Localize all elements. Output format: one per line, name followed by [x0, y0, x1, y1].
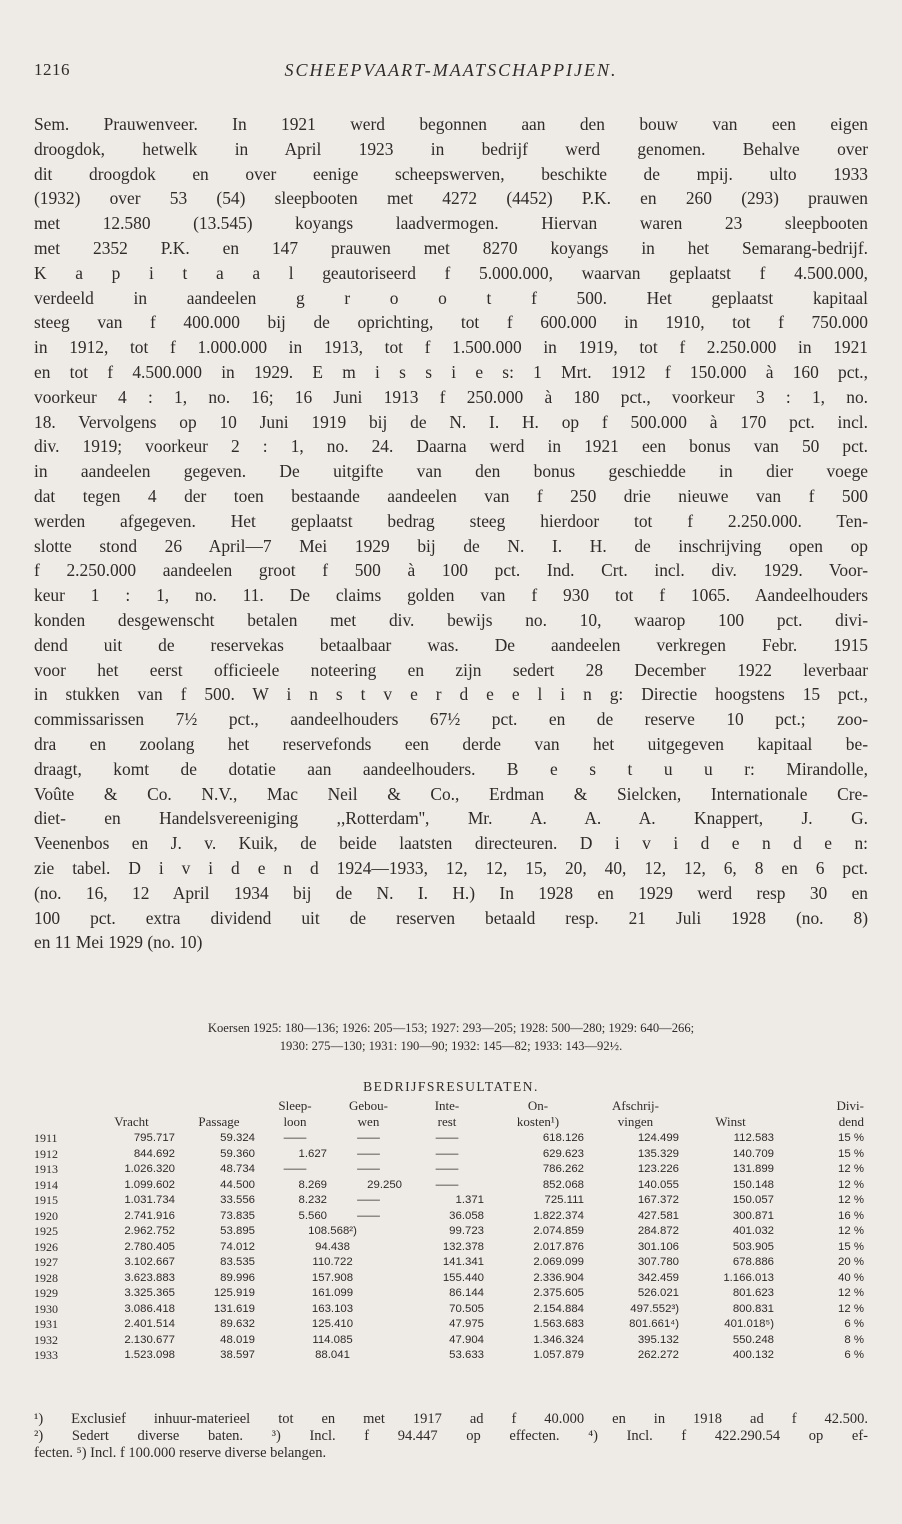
year-cell: 1926: [34, 1239, 58, 1254]
year-cell: 1927: [34, 1255, 58, 1269]
table-cell: 852.068: [542, 1178, 584, 1191]
table-cell: 125.919: [213, 1287, 255, 1299]
table-cell: 400.132: [732, 1349, 774, 1361]
table-row: [34, 1333, 868, 1349]
table-cell: ——: [357, 1209, 380, 1222]
table-cell: 2.074.859: [533, 1225, 584, 1237]
text-line: in 1912, tot f 1.000.000 in 1913, tot f 1.500.000 in 1919, tot f 2.250.000 in 1921: [34, 337, 868, 358]
year-cell: 1911: [34, 1131, 58, 1145]
year-cell: 1932: [34, 1332, 58, 1347]
column-header: [34, 1098, 84, 1131]
table-cell: 1.031.734: [124, 1194, 175, 1206]
table-cell: 3.623.883: [124, 1271, 175, 1284]
table-cell: 114.085: [312, 1333, 353, 1346]
table-cell: 74.012: [220, 1240, 255, 1253]
table-cell: 110.722: [312, 1256, 353, 1268]
table-cell: 48.019: [220, 1333, 255, 1346]
table-cell: ——: [283, 1132, 307, 1144]
column-header: On- kosten¹): [516, 1098, 560, 1129]
table-cell: ——: [357, 1194, 380, 1206]
table-cell: 15 %: [838, 1240, 864, 1253]
table-cell: 135.329: [637, 1147, 679, 1160]
table-cell: 53.895: [220, 1225, 255, 1237]
text-line: met 2352 P.K. en 147 prauwen met 8270 koyangs in het Semarang-bedrijf.: [34, 237, 868, 258]
table-cell: 497.552³): [630, 1302, 679, 1315]
table-cell: 167.372: [637, 1194, 679, 1206]
table-cell: 125.410: [311, 1318, 354, 1330]
column-header: Gebou- wen: [349, 1098, 388, 1129]
table-cell: 12 %: [838, 1163, 864, 1175]
table-cell: 88.041: [315, 1349, 350, 1361]
table-cell: 59.324: [220, 1132, 255, 1144]
table-cell: 2.780.405: [124, 1240, 175, 1253]
table-cell: 2.375.605: [533, 1287, 584, 1299]
text-line: 18. Vervolgens op 10 Juni 1919 bij de N. I. H. op f 500.000 à 170 pct. incl.: [34, 411, 868, 432]
table-cell: 1.026.320: [124, 1163, 175, 1175]
text-line: 100 pct. extra dividend uit de reserven betaald resp. 21 Juli 1928 (no. 8): [34, 907, 868, 928]
table-cell: 678.886: [732, 1256, 774, 1268]
text-line: verdeeld in aandeelen g r o o t f 500. Het geplaatst kapitaal: [34, 287, 868, 308]
text-line: zie tabel. D i v i d e n d 1924—1933, 12, 12, 15, 20, 40, 12, 12, 6, 8 en 6 pct.: [34, 857, 868, 878]
year-cell: 1920: [34, 1208, 58, 1223]
table-cell: 8 %: [844, 1333, 864, 1346]
table-cell: 16 %: [838, 1209, 864, 1222]
table-cell: ——: [435, 1147, 459, 1160]
year-cell: 1930: [34, 1301, 58, 1316]
table-cell: ——: [435, 1163, 459, 1175]
footnotes: [34, 1411, 868, 1462]
table-cell: 725.111: [544, 1194, 584, 1206]
koersen-block: [34, 1020, 868, 1055]
table-cell: ——: [435, 1178, 459, 1191]
table-cell: 6 %: [844, 1318, 864, 1330]
table-cell: 33.556: [220, 1194, 255, 1206]
table-cell: 1.346.324: [533, 1333, 584, 1346]
results-table: [34, 1098, 868, 1364]
table-row: [34, 1271, 868, 1287]
table-row: [34, 1193, 868, 1209]
table-cell: 844.692: [133, 1147, 175, 1160]
text-line: voorkeur 4 : 1, no. 16; 16 Juni 1913 f 250.000 à 180 pct., voorkeur 3 : 1, no.: [34, 386, 868, 407]
page-number: 1216: [34, 60, 70, 79]
table-cell: 401.032: [732, 1225, 774, 1237]
text-line: dra en zoolang het reservefonds een derde van het uitgegeven kapitaal be-: [34, 733, 868, 754]
table-cell: 99.723: [449, 1225, 484, 1237]
table-cell: 40 %: [838, 1271, 864, 1284]
table-cell: 2.336.904: [533, 1271, 584, 1284]
table-cell: ——: [357, 1163, 380, 1175]
table-row: [34, 1224, 868, 1240]
table-cell: 427.581: [637, 1209, 679, 1222]
table-cell: 2.017.876: [533, 1240, 584, 1253]
table-cell: 307.780: [637, 1256, 679, 1268]
table-cell: ——: [283, 1163, 307, 1175]
text-line: steeg van f 400.000 bij de oprichting, tot f 600.000 in 1910, tot f 750.000: [34, 312, 868, 333]
table-body: [34, 1131, 868, 1364]
page-header: [34, 60, 868, 84]
table-cell: 786.262: [542, 1163, 584, 1175]
table-cell: 550.248: [732, 1333, 774, 1346]
text-line: in stukken van f 500. W i n s t v e r d e e l i n g: Directie hoogstens 15 pct.,: [34, 684, 868, 705]
table-cell: 131.619: [213, 1302, 255, 1315]
table-cell: 503.905: [732, 1240, 774, 1253]
table-cell: 140.055: [637, 1178, 679, 1191]
table-cell: 342.459: [637, 1271, 679, 1284]
table-cell: 47.904: [449, 1333, 484, 1346]
text-line: droogdok, hetwelk in April 1923 in bedrijf werd genomen. Behalve over: [34, 138, 868, 159]
table-cell: 131.899: [732, 1163, 774, 1175]
table-cell: 2.962.752: [124, 1225, 175, 1237]
year-cell: 1933: [34, 1348, 58, 1362]
table-row: [34, 1255, 868, 1271]
table-cell: 618.126: [542, 1132, 584, 1144]
table-cell: 89.632: [220, 1318, 255, 1330]
table-cell: 47.975: [449, 1318, 484, 1330]
text-line: voor het eerst officieele noteering en zijn sedert 28 December 1922 leverbaar: [34, 659, 868, 680]
column-header: Sleep- loon: [278, 1098, 312, 1129]
table-cell: 12 %: [838, 1302, 864, 1315]
table-cell: 1.523.098: [124, 1349, 175, 1361]
table-cell: 800.831: [732, 1302, 774, 1315]
table-cell: 2.130.677: [124, 1333, 175, 1346]
table-cell: 48.734: [220, 1163, 255, 1175]
table-cell: 300.871: [732, 1209, 774, 1222]
table-cell: 1.563.683: [533, 1318, 584, 1330]
table-cell: 401.018⁵): [724, 1318, 774, 1330]
column-header: Winst: [715, 1113, 746, 1129]
footnote: fecten. ⁵) Incl. f 100.000 reserve diverse belangen.: [34, 1445, 327, 1461]
table-row: [34, 1348, 868, 1364]
table-cell: 526.021: [637, 1287, 679, 1299]
table-row: [34, 1302, 868, 1318]
table-cell: 2.069.099: [533, 1256, 584, 1268]
table-cell: 3.086.418: [124, 1302, 175, 1315]
table-cell: 3.325.365: [124, 1287, 175, 1299]
table-cell: ——: [357, 1132, 380, 1144]
table-cell: 155.440: [442, 1271, 484, 1284]
table-row: [34, 1147, 868, 1163]
text-line: slotte stond 26 April—7 Mei 1929 bij de N. I. H. de inschrijving open op: [34, 535, 868, 556]
table-cell: 801.661⁴): [629, 1318, 679, 1330]
text-line: dat tegen 4 der toen bestaande aandeelen van f 250 drie nieuwe van f 500: [34, 485, 868, 506]
footnote: ²) Sedert diverse baten. ³) Incl. f 94.447 op effecten. ⁴) Incl. f 422.290.54 op ef-: [34, 1428, 868, 1444]
table-cell: 86.144: [449, 1287, 484, 1299]
year-cell: 1929: [34, 1286, 58, 1300]
text-line: en 11 Mei 1929 (no. 10): [34, 932, 203, 953]
text-line: draagt, komt de dotatie aan aandeelhouders. B e s t u u r: Mirandolle,: [34, 758, 868, 779]
footnote: ¹) Exclusief inhuur-materieel tot en met 1917 ad f 40.000 en in 1918 ad f 42.500.: [34, 1411, 868, 1427]
column-header: Afschrij- vingen: [612, 1098, 659, 1129]
table-cell: 141.341: [442, 1256, 484, 1268]
table-cell: 140.709: [732, 1147, 774, 1160]
table-cell: 8.232: [298, 1194, 327, 1206]
table-cell: 157.908: [311, 1271, 354, 1284]
text-line: K a p i t a a l geautoriseerd f 5.000.000, waarvan geplaatst f 4.500.000,: [34, 262, 868, 283]
table-row: [34, 1131, 868, 1147]
table-cell: ——: [357, 1147, 380, 1160]
table-cell: 53.633: [449, 1349, 484, 1361]
table-cell: 801.623: [732, 1287, 774, 1299]
table-cell: 124.499: [637, 1132, 679, 1144]
table-cell: 1.822.374: [533, 1209, 584, 1222]
table-cell: 123.226: [637, 1163, 679, 1175]
column-header: Vracht: [114, 1113, 149, 1129]
text-line: Veenenbos en J. v. Kuik, de beide laatsten directeuren. D i v i d e n d e n:: [34, 833, 868, 854]
year-cell: 1913: [34, 1162, 58, 1176]
table-row: [34, 1286, 868, 1302]
table-cell: 161.099: [311, 1287, 354, 1299]
table-cell: 5.560: [298, 1209, 327, 1222]
table-header-row: [34, 1098, 868, 1131]
table-cell: 70.505: [449, 1302, 484, 1315]
text-line: werden afgegeven. Het geplaatst bedrag steeg hierdoor tot f 2.250.000. Ten-: [34, 510, 868, 531]
table-cell: 2.154.884: [533, 1302, 584, 1315]
table-cell: 1.057.879: [533, 1349, 584, 1361]
table-cell: 12 %: [838, 1194, 864, 1206]
table-cell: 629.623: [542, 1147, 584, 1160]
text-line: Voûte & Co. N.V., Mac Neil & Co., Erdman & Sielcken, Internationale Cre-: [34, 783, 868, 804]
table-cell: 3.102.667: [124, 1256, 175, 1268]
year-cell: 1912: [34, 1146, 58, 1161]
column-header: Inte- rest: [434, 1098, 460, 1129]
table-cell: 59.360: [220, 1147, 255, 1160]
table-cell: 6 %: [844, 1349, 864, 1361]
text-line: diet- en Handelsvereeniging ,,Rotterdam'', Mr. A. A. A. Knappert, J. G.: [34, 808, 868, 829]
text-line: dit droogdok en over eenige scheepswerven, beschikte de mpij. ulto 1933: [34, 163, 868, 184]
table-cell: 38.597: [220, 1349, 255, 1361]
table-cell: 83.535: [220, 1256, 255, 1268]
table-cell: 1.371: [455, 1194, 484, 1206]
table-cell: 12 %: [838, 1178, 864, 1191]
table-cell: 150.148: [732, 1178, 774, 1191]
column-header: Passage: [198, 1113, 240, 1129]
table-cell: 44.500: [220, 1178, 255, 1191]
table-cell: ——: [435, 1132, 459, 1144]
table-cell: 89.996: [220, 1271, 255, 1284]
year-cell: 1914: [34, 1177, 58, 1192]
table-cell: 301.106: [637, 1240, 679, 1253]
table-cell: 1.627: [298, 1147, 327, 1160]
table-cell: 795.717: [133, 1132, 175, 1144]
koersen-line: Koersen 1925: 180—136; 1926: 205—153; 1927: 293—205; 1928: 500—280; 1929: 640—266;: [207, 1021, 695, 1035]
table-cell: 15 %: [838, 1132, 864, 1144]
column-header: Divi- dend: [836, 1098, 864, 1129]
table-cell: 2.741.916: [124, 1209, 175, 1222]
table-row: [34, 1178, 868, 1194]
table-cell: 1.099.602: [124, 1178, 175, 1191]
year-cell: 1925: [34, 1224, 58, 1238]
table-cell: 108.568²): [308, 1225, 357, 1237]
text-line: div. 1919; voorkeur 2 : 1, no. 24. Daarna werd in 1921 een bonus van 50 pct.: [34, 436, 868, 457]
table-cell: 112.583: [733, 1132, 774, 1144]
table-cell: 73.835: [220, 1209, 255, 1222]
table-cell: 12 %: [838, 1287, 864, 1299]
table-cell: 1.166.013: [723, 1271, 774, 1284]
table-cell: 94.438: [315, 1240, 350, 1253]
text-line: (no. 16, 12 April 1934 bij de N. I. H.) In 1928 en 1929 werd resp 30 en: [34, 882, 868, 903]
table-cell: 395.132: [637, 1333, 679, 1346]
table-row: [34, 1209, 868, 1225]
text-line: met 12.580 (13.545) koyangs laadvermogen. Hiervan waren 23 sleepbooten: [34, 213, 868, 234]
text-line: f 2.250.000 aandeelen groot f 500 à 100 pct. Ind. Crt. incl. div. 1929. Voor-: [34, 560, 868, 581]
table-cell: 150.057: [732, 1194, 774, 1206]
table-cell: 132.378: [442, 1240, 484, 1253]
running-title: SCHEEPVAART-MAATSCHAPPIJEN.: [284, 60, 618, 80]
table-cell: 262.272: [637, 1349, 679, 1361]
table-cell: 15 %: [838, 1147, 864, 1160]
table-cell: 284.872: [637, 1225, 679, 1237]
table-cell: 20 %: [838, 1256, 864, 1268]
year-cell: 1931: [34, 1317, 58, 1331]
table-row: [34, 1162, 868, 1178]
table-row: [34, 1240, 868, 1256]
table-row: [34, 1317, 868, 1333]
text-line: commissarissen 7½ pct., aandeelhouders 67½ pct. en de reserve 10 pct.; zoo-: [34, 709, 868, 730]
table-cell: 12 %: [838, 1225, 864, 1237]
text-line: keur 1 : 1, no. 11. De claims golden van f 930 tot f 1065. Aandeelhouders: [34, 585, 868, 606]
year-cell: 1928: [34, 1270, 58, 1285]
table-cell: 163.103: [311, 1302, 354, 1315]
text-line: (1932) over 53 (54) sleepbooten met 4272 (4452) P.K. en 260 (293) prauwen: [34, 188, 868, 209]
year-cell: 1915: [34, 1193, 58, 1207]
text-line: konden desgewenscht betalen met div. bewijs no. 10, waarop 100 pct. divi-: [34, 609, 868, 630]
table-cell: 2.401.514: [124, 1318, 175, 1330]
koersen-line: 1930: 275—130; 1931: 190—90; 1932: 145—82; 1933: 143—92½.: [279, 1038, 623, 1053]
table-title: BEDRIJFSRESULTATEN.: [363, 1079, 539, 1094]
text-line: dend uit de reservekas betaalbaar was. De aandeelen verkregen Febr. 1915: [34, 634, 868, 655]
table-cell: 29.250: [367, 1178, 402, 1191]
text-line: in aandeelen gegeven. De uitgifte van den bonus geschiedde in dier voege: [34, 461, 868, 482]
text-line: Sem. Prauwenveer. In 1921 werd begonnen aan den bouw van een eigen: [34, 114, 868, 134]
text-line: en tot f 4.500.000 in 1929. E m i s s i e s: 1 Mrt. 1912 f 150.000 à 160 pct.,: [34, 361, 868, 382]
body-text: [34, 112, 868, 955]
table-cell: 8.269: [298, 1178, 327, 1191]
table-cell: 36.058: [449, 1209, 484, 1222]
